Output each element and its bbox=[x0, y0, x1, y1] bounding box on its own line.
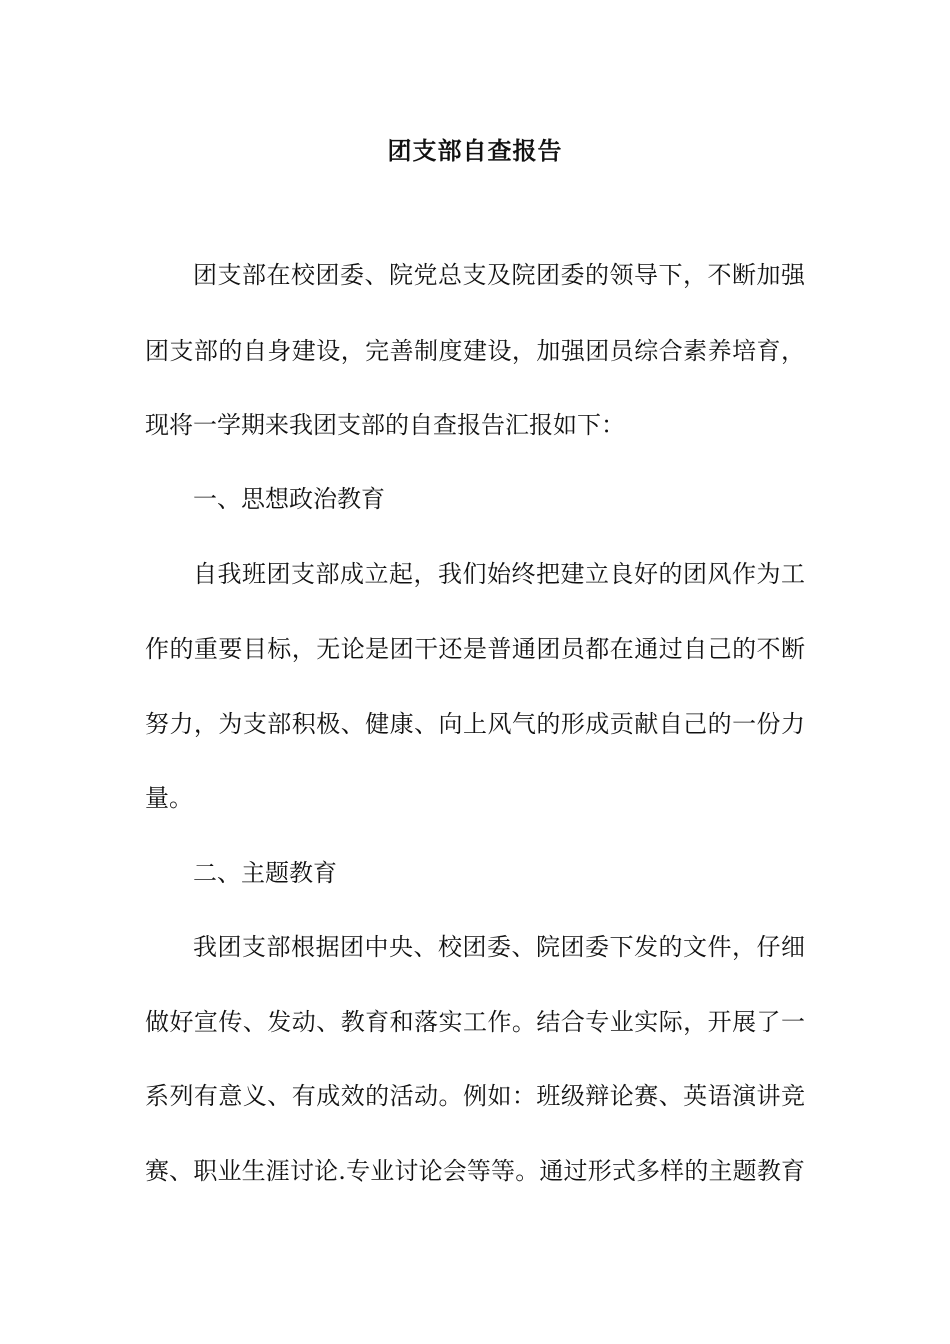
paragraph-1-line-2: 团支部的自身建设，完善制度建设，加强团员综合素养培育， bbox=[145, 337, 805, 365]
paragraph-3-line-2: 做好宣传、发动、教育和落实工作。结合专业实际，开展了一 bbox=[145, 1008, 805, 1036]
paragraph-2-line-2: 作的重要目标，无论是团干还是普通团员都在通过自己的不断 bbox=[145, 635, 805, 663]
paragraph-2-line-3: 努力，为支部积极、健康、向上风气的形成贡献自己的一份力 bbox=[145, 710, 805, 738]
document-title: 团支部自查报告 bbox=[387, 136, 563, 165]
section-heading-1: 一、思想政治教育 bbox=[193, 485, 385, 513]
paragraph-1-line-1: 团支部在校团委、院党总支及院团委的领导下，不断加强 bbox=[193, 261, 805, 289]
paragraph-2-line-1: 自我班团支部成立起，我们始终把建立良好的团风作为工 bbox=[193, 560, 805, 588]
section-heading-2: 二、主题教育 bbox=[193, 859, 337, 887]
paragraph-3-line-4: 赛、职业生涯讨论.专业讨论会等等。通过形式多样的主题教育 bbox=[145, 1157, 805, 1185]
paragraph-3-line-1: 我团支部根据团中央、校团委、院团委下发的文件，仔细 bbox=[193, 933, 805, 961]
paragraph-3-line-3: 系列有意义、有成效的活动。例如：班级辩论赛、英语演讲竞 bbox=[145, 1082, 805, 1110]
paragraph-1-line-3: 现将一学期来我团支部的自查报告汇报如下： bbox=[145, 411, 625, 439]
paragraph-2-line-4: 量。 bbox=[145, 784, 193, 812]
